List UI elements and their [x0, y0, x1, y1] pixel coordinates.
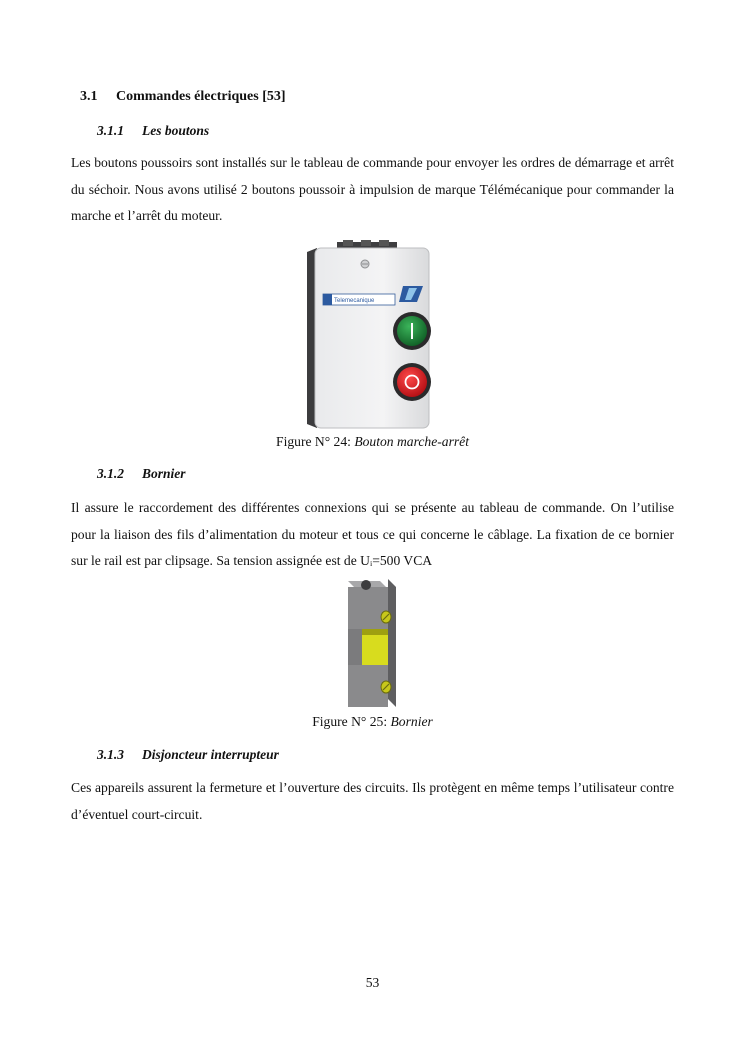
- figure-25-title: Bornier: [390, 714, 433, 729]
- figure-25-caption: [0, 714, 745, 730]
- subsection-number: 3.1.2: [97, 466, 124, 481]
- terminal-middle: [348, 629, 362, 665]
- subsection-number: 3.1.1: [97, 123, 124, 138]
- figure-25-image: [340, 577, 402, 711]
- page-number: 53: [365, 975, 380, 990]
- figure-24-title: Bouton marche-arrêt: [354, 434, 469, 449]
- figure-24-image: [303, 240, 438, 430]
- subsection-heading-disjoncteur: [97, 747, 279, 763]
- figure-25-label: Figure N° 25:: [312, 714, 391, 729]
- subsection-heading-boutons: [97, 123, 209, 139]
- figure-24-caption: [0, 434, 745, 450]
- subsection-title: Disjoncteur interrupteur: [142, 747, 279, 762]
- paragraph-bornier: Il assure le raccordement des différentes connexions qui se présente au tableau de commande. On l’utilise pour la liaison des fils d’alimentation du moteur et tous ce qui concerne le câblage. La fixation de ce bornier sur le rail est par clipsage. Sa tension assignée est de Uᵢ=500 VCA: [71, 500, 674, 568]
- terminal-upper: [348, 587, 388, 629]
- section-title: Commandes électriques [53]: [116, 89, 286, 104]
- figure-24-label: Figure N° 24:: [276, 434, 355, 449]
- paragraph-boutons: Les boutons poussoirs sont installés sur le tableau de commande pour envoyer les ordres de démarrage et arrêt du séchoir. Nous avons utilisé 2 boutons poussoir à impulsion de marque Télémécanique pour commander la marche et l’arrêt du moteur.: [71, 155, 674, 223]
- section-number: 3.1: [80, 89, 98, 104]
- subsection-title: Bornier: [142, 466, 186, 481]
- stop-button-icon: [397, 367, 427, 397]
- brand-text: Telemecanique: [334, 298, 375, 304]
- paragraph-disjoncteur: Ces appareils assurent la fermeture et l’ouverture des circuits. Ils protègent en même temps l’utilisateur contre d’éventuel court-circuit.: [71, 780, 674, 822]
- screw-hole-icon: [361, 580, 371, 590]
- subsection-number: 3.1.3: [97, 747, 124, 762]
- subsection-heading-bornier: [97, 466, 186, 482]
- subsection-title: Les boutons: [142, 123, 210, 138]
- section-heading: [80, 89, 286, 105]
